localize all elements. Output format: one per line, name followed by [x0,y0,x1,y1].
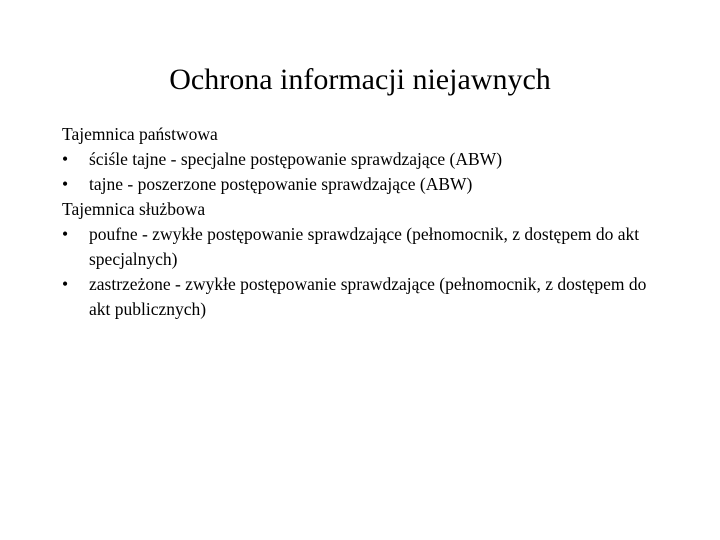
bullet-icon: • [62,224,69,244]
list-item-text: tajne - poszerzone postępowanie sprawdzające (ABW) [89,174,473,194]
bullet-icon: • [62,174,69,194]
section-heading-service-secret: Tajemnica służbowa [62,199,206,219]
list-item-text: zastrzeżone - zwykłe postępowanie sprawdzające (pełnomocnik, z dostępem do akt publicznych) [89,274,647,319]
list-item-text: ściśle tajne - specjalne postępowanie sprawdzające (ABW) [89,149,503,169]
list-item [62,172,662,197]
list-item [62,272,662,322]
bullet-icon: • [62,274,69,294]
slide-title: Ochrona informacji niejawnych [169,63,551,96]
section-heading-state-secret: Tajemnica państwowa [62,124,218,144]
bullet-icon: • [62,149,69,169]
list-item [62,147,662,172]
slide-content [62,122,662,322]
list-item-text: poufne - zwykłe postępowanie sprawdzające (pełnomocnik, z dostępem do akt specjalnych) [89,224,640,269]
list-item [62,222,662,272]
